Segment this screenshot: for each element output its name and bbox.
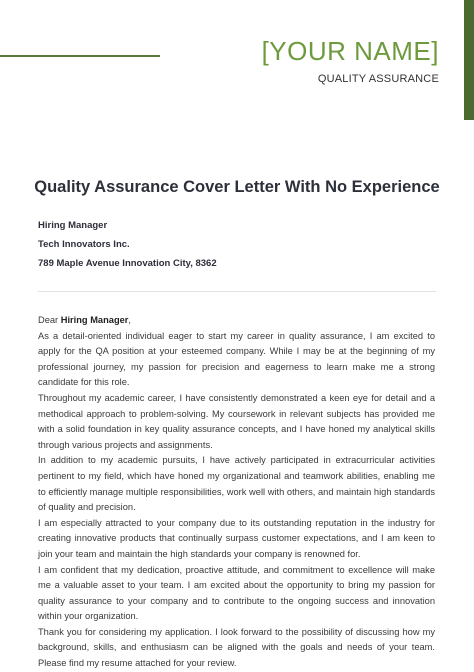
letter-paragraph: Throughout my academic career, I have consistently demonstrated a keen eye for detail and a methodical approach to problem-solving. My coursework in relevant subjects has provided me with a solid foundation in key quality assurance concepts, and I have honed my analytical skills through various projects and assignments. xyxy=(38,392,435,450)
salutation xyxy=(38,313,435,329)
salutation-name: Hiring Manager xyxy=(60,315,129,325)
document-title: Quality Assurance Cover Letter With No Experience xyxy=(34,178,440,196)
recipient-name: Hiring Manager xyxy=(38,220,108,231)
letter-paragraph: In addition to my academic pursuits, I have actively participated in extracurricular activities pertinent to my field, which have honed my organizational and teamwork abilities, enabling me to efficiently manage multiple responsibilities, work well with others, and maintain high standards of quality and precision. xyxy=(38,455,435,513)
letter-paragraph: I am especially attracted to your company due to its outstanding reputation in the industry for creating innovative products that continually surpass customer expectations, and I am keen to join your team and maintain the high standards your company is renowned for. xyxy=(38,517,435,559)
letter-paragraph: As a detail-oriented individual eager to start my career in quality assurance, I am excited to apply for the QA position at your esteemed company. While I may be at the beginning of my professional journey, my passion for precision and eagerness to learn make me a strong candidate for this role. xyxy=(38,330,435,388)
accent-left-rule xyxy=(0,55,160,57)
recipient-company: Tech Innovators Inc. xyxy=(38,239,130,250)
salutation-word: Dear xyxy=(38,315,59,325)
letter-paragraph: Thank you for considering my application. I look forward to the possibility of discussing how my background, skills, and enthusiasm can be aligned with the goals and needs of your team. Please find my resume attached for your review. xyxy=(38,626,435,669)
letter-paragraph: I am confident that my dedication, proactive attitude, and commitment to excellence will make me a valuable asset to your team. I am excited about the opportunity to bring my passion for quality assurance to your company and to contribute to the ongoing success and innovation within your organization. xyxy=(38,564,435,622)
salutation-comma: , xyxy=(128,315,132,325)
recipient-address: 789 Maple Avenue Innovation City, 8362 xyxy=(38,258,217,269)
sender-name: [YOUR NAME] xyxy=(261,36,439,66)
sender-role: QUALITY ASSURANCE xyxy=(317,73,439,85)
letter-body xyxy=(38,313,435,672)
divider xyxy=(38,291,436,292)
accent-side-bar xyxy=(464,0,474,120)
letterhead xyxy=(262,36,439,85)
recipient-block xyxy=(38,220,217,277)
